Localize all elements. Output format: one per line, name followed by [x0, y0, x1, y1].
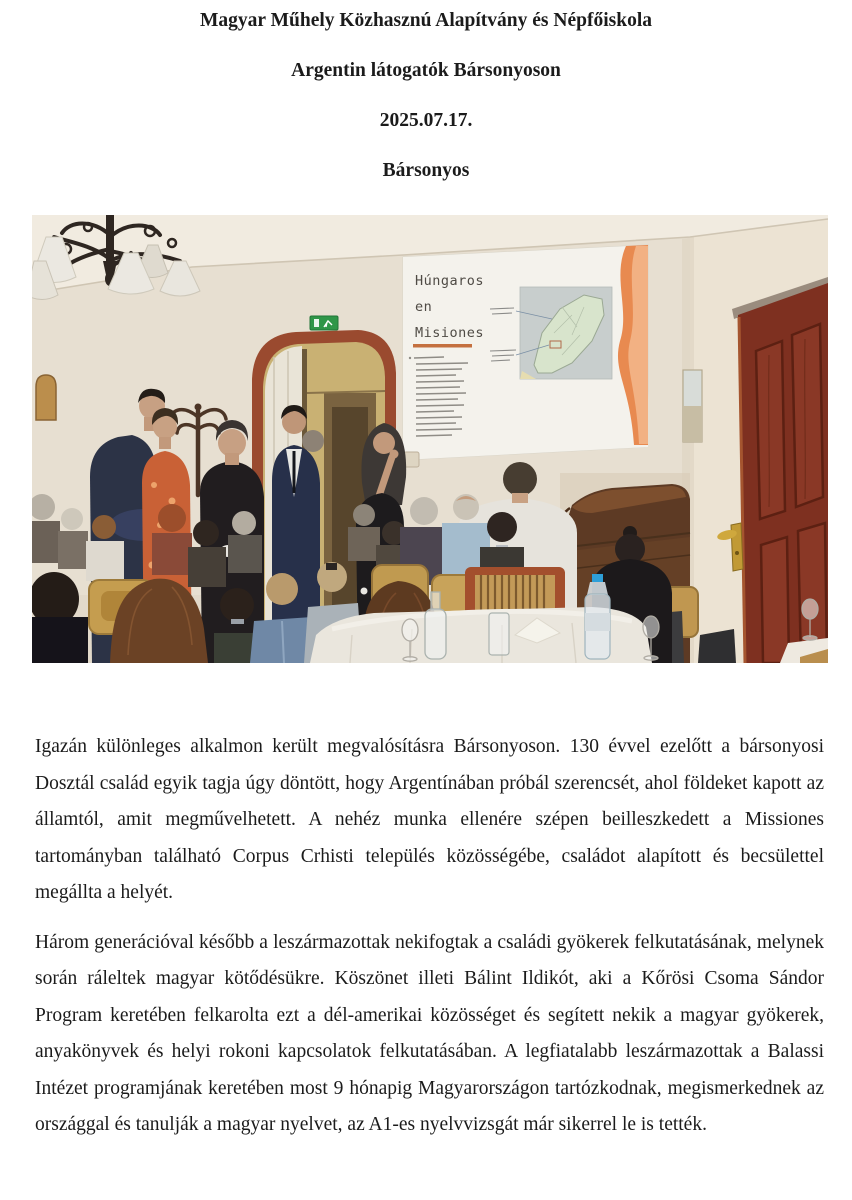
doc-title: Magyar Műhely Közhasznú Alapítvány és Népfőiskola [200, 10, 652, 31]
light-switch [404, 452, 419, 467]
slide-title-line1: Húngaros [415, 273, 485, 289]
wall-plaque [36, 375, 56, 420]
document-body [35, 729, 824, 1157]
wall-mirror [683, 370, 702, 442]
water-glass [489, 613, 509, 655]
document-header [0, 0, 852, 196]
exit-sign [310, 316, 338, 330]
doc-subtitle: Argentin látogatók Bársonyoson [291, 60, 561, 81]
slide-title-underline [413, 344, 472, 348]
projection-screen [403, 245, 648, 460]
slide-title-line3: Misiones [415, 325, 485, 341]
doc-location: Bársonyos [382, 160, 470, 181]
slide-title-line2: en [415, 299, 433, 315]
paragraph-1: Igazán különleges alkalmon került megvalósításra Bársonyoson. 130 évvel ezelőtt a bársonyosi Dosztál család egyik tagja úgy döntött, hogy Argentínában próbál szerencsét, ahol földeket kapott az államtól, amit megművelhetett. A nehéz munka ellenére szépen beilleszkedett a Missiones tartományban található Corpus Crhisti település közösségébe, családot alapított és becsülettel megállta a helyét. [35, 736, 824, 903]
attendee-head [302, 430, 324, 452]
event-photo [32, 215, 828, 663]
doc-date: 2025.07.17. [379, 110, 473, 131]
paragraph-2: Három generációval később a leszármazottak nekifogtak a családi gyökerek felkutatásának, melynek során ráleltek magyar kötődésükre. Köszönet illeti Bálint Ildikót, aki a Kőrösi Csoma Sándor Program keretében felkarolta ezt a dél-amerikai közösséget és segített nekik a magyar gyökerek, anyakönyvek és helyi rokoni kapcsolatok felkutatásában. A legfiatalabb leszármazottak a Balassi Intézet programjának keretében most 9 hónapig Magyarországon tartózkodnak, megismerkednek az országgal és tanulják a magyar nyelvet, az A1-es nyelvvizsgát már sikerrel le is tették. [35, 931, 824, 1135]
